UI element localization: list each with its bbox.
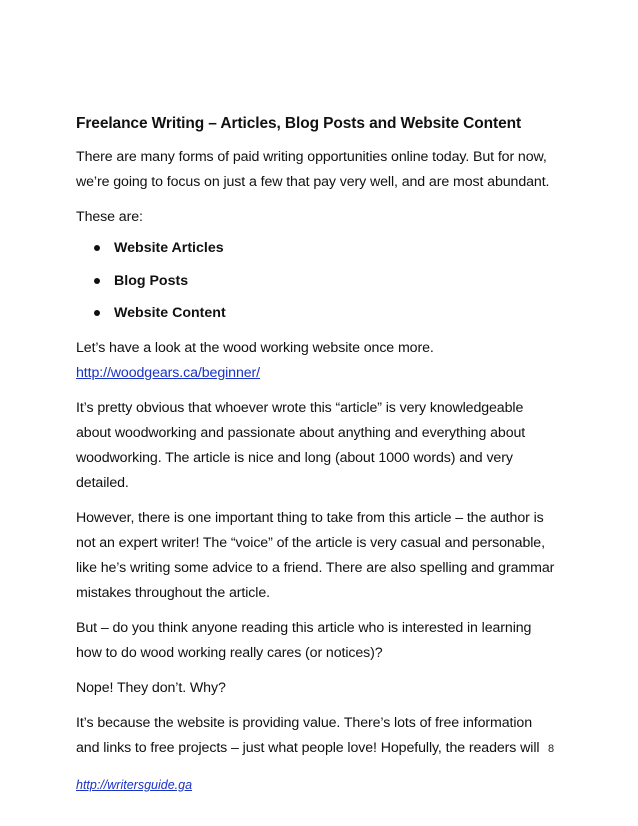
- bullet-item: [76, 303, 556, 323]
- page-content: [76, 114, 556, 771]
- bullet-icon: [94, 278, 100, 284]
- bullet-list: [76, 238, 556, 323]
- question-paragraph: But – do you think anyone reading this article who is interested in learning how to do wood working really cares (or notices)?: [76, 619, 532, 661]
- section-heading: Freelance Writing – Articles, Blog Posts and Website Content: [76, 115, 522, 132]
- bullet-icon: [94, 245, 100, 251]
- intro-paragraph: There are many forms of paid writing opportunities online today. But for now, we’re going to focus on just a few that pay very well, and are most abundant.: [76, 149, 550, 190]
- bullet-item: [76, 238, 556, 258]
- woodworking-paragraph: [76, 336, 556, 386]
- these-are-label: These are:: [76, 209, 143, 225]
- nope-paragraph: Nope! They don’t. Why?: [76, 679, 226, 696]
- article-paragraph: It’s pretty obvious that whoever wrote this “article” is very knowledgeable about woodworking and passionate about anything and everything about woodworking. The article is nice and long (about 1000 words) and very detailed.: [76, 399, 526, 491]
- footer-link[interactable]: http://writersguide.ga: [76, 778, 193, 792]
- woodworking-text: Let’s have a look at the wood working website once more.: [76, 339, 434, 356]
- author-paragraph: However, there is one important thing to take from this article – the author is not an expert writer! The “voice” of the article is very casual and personable, like he’s writing some advice to a friend. There are also spelling and grammar mistakes throughout the article.: [76, 509, 555, 601]
- value-paragraph: It’s because the website is providing value. There’s lots of free information and links to free projects – just what people love! Hopefully, the readers will: [76, 714, 540, 756]
- bullet-item: [76, 271, 556, 291]
- woodgears-link[interactable]: http://woodgears.ca/beginner/: [76, 364, 261, 381]
- bullet-icon: [94, 310, 100, 316]
- page-number: 8: [548, 743, 555, 755]
- bullet-label: Website Content: [114, 305, 226, 321]
- bullet-label: Blog Posts: [114, 272, 189, 289]
- bullet-label: Website Articles: [114, 240, 224, 256]
